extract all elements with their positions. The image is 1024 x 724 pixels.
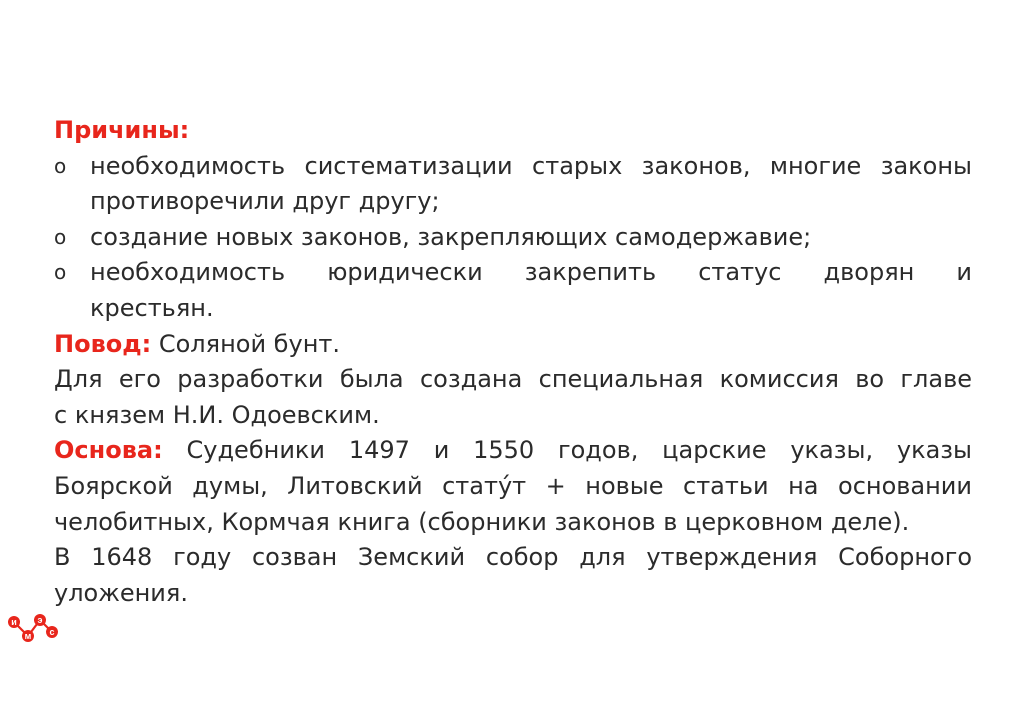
commission-line-2: с князем Н.И. Одоевским. [54,400,380,429]
bullet-marker: o [54,260,67,285]
pretext-text: Соляной бунт. [151,329,340,358]
causes-heading: Причины: [54,116,190,144]
basis-line-1-text: Судебники 1497 и 1550 годов, царские указы, указы [162,436,972,465]
pretext-heading: Повод: [54,329,152,358]
bullet-marker: o [54,153,67,178]
cause-item-1-line-1: необходимость систематизации старых законов, многие законы [90,151,972,180]
cause-item-3-line-1: необходимость юридически закрепить статус дворян и [90,258,972,287]
slide-content [54,113,972,611]
basis-line-1 [54,433,972,469]
cause-item-3-line-2: крестьян. [90,293,214,322]
cause-item-1 [54,149,972,220]
imes-logo-icon [8,610,58,646]
basis-line-2: Боярской думы, Литовский стату́т + новые статьи на основании [54,471,972,500]
cause-item-1-line-2: противоречили друг другу; [90,187,440,216]
logo-letter: с [49,627,55,637]
basis-heading: Основа: [54,436,163,465]
basis-line-3: челобитных, Кормчая книга (сборники законов в церковном деле). [54,507,910,536]
commission-line-1: Для его разработки была создана специальная комиссия во главе [54,365,972,394]
bullet-marker: o [54,224,67,249]
cause-item-2 [54,220,972,256]
logo-letter: м [24,631,32,641]
logo-letter: и [11,617,17,627]
pretext-paragraph [54,327,972,363]
logo-letter: э [37,615,43,625]
cause-item-3 [54,255,972,326]
council-line-2: уложения. [54,578,188,607]
cause-item-2-line-1: создание новых законов, закрепляющих самодержавие; [90,222,812,251]
council-line-1: В 1648 году созван Земский собор для утверждения Соборного [54,543,972,572]
